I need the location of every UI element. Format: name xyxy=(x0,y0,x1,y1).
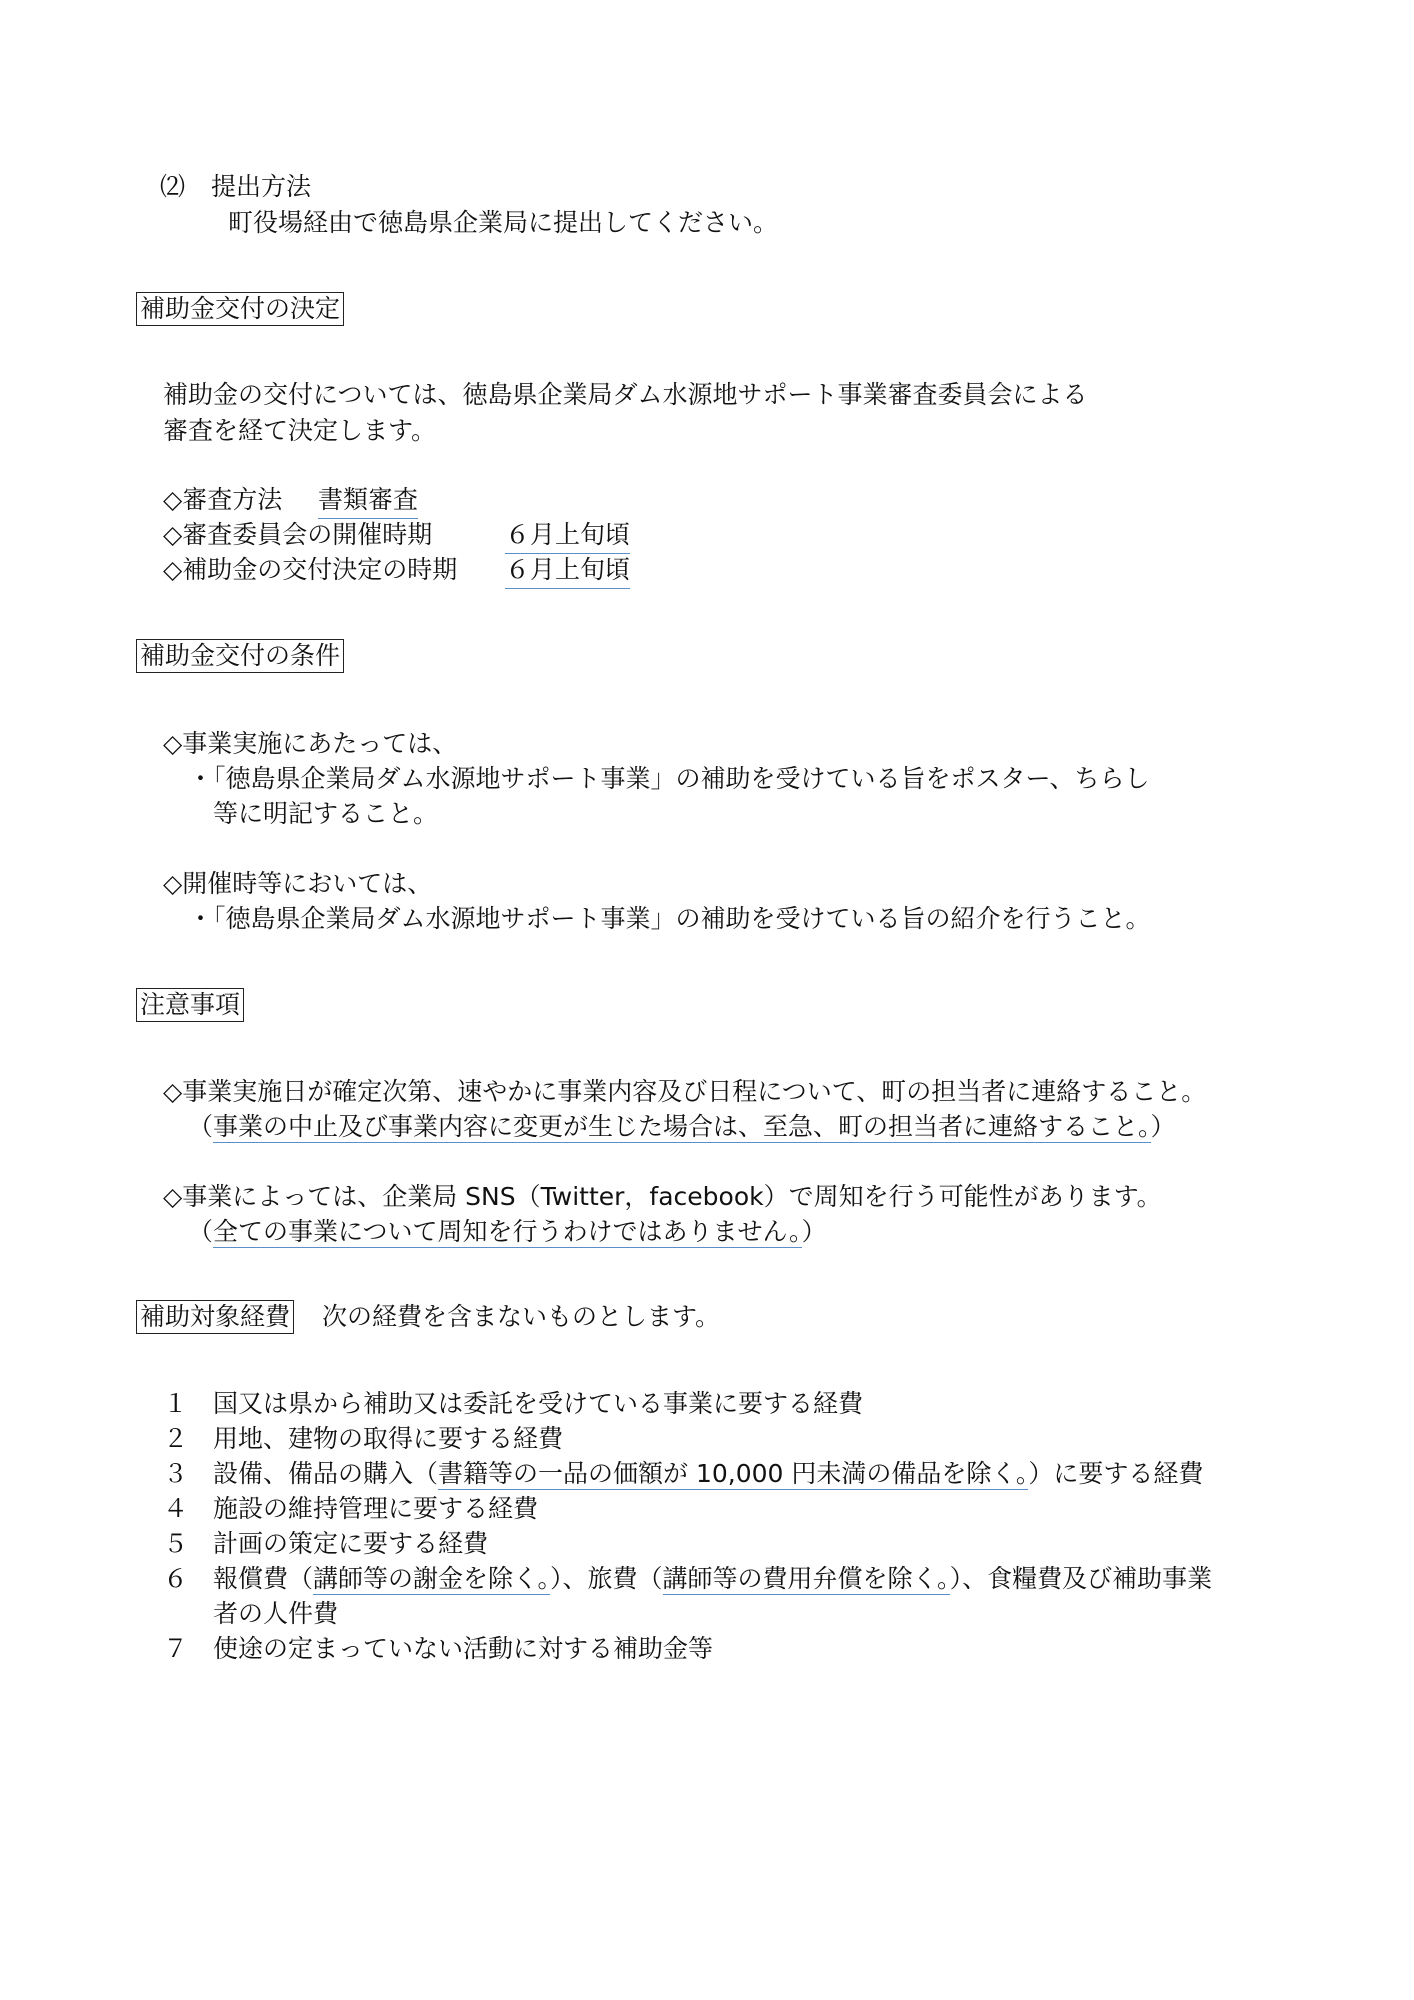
expense-text-pre: 報償費（ xyxy=(213,1564,314,1593)
decision-para-2: 審査を経て決定します。 xyxy=(163,416,437,445)
expense-text-post: ）に要する経費 xyxy=(1028,1459,1204,1488)
paren-open: （ xyxy=(188,1112,214,1141)
condition-2-line-1: ・「徳島県企業局ダム水源地サポート事業」の補助を受けている旨の紹介を行うこと。 xyxy=(188,904,1151,933)
decision-item-label: ◇審査委員会の開催時期 xyxy=(163,520,433,549)
expense-text-underlined: 講師等の謝金を除く。 xyxy=(313,1564,551,1593)
expense-item-number: ７ xyxy=(163,1634,189,1663)
expense-item-text: 用地、建物の取得に要する経費 xyxy=(213,1424,564,1453)
decision-para-1: 補助金の交付については、徳島県企業局ダム水源地サポート事業審査委員会による xyxy=(163,380,1088,409)
note-1-sub xyxy=(188,1110,1176,1144)
expense-item-text: 使途の定まっていない活動に対する補助金等 xyxy=(213,1634,714,1663)
condition-2-title: ◇開催時等においては、 xyxy=(163,869,433,898)
note-2-sub xyxy=(188,1215,827,1249)
expenses-intro: 次の経費を含まないものとします。 xyxy=(321,1302,720,1331)
expense-item-text: 国又は県から補助又は委託を受けている事業に要する経費 xyxy=(213,1389,864,1418)
decision-item-method xyxy=(163,483,419,517)
decision-item-value: ６月上旬頃 xyxy=(505,553,630,589)
expense-item-continuation: 者の人件費 xyxy=(213,1599,339,1628)
expenses-heading-line xyxy=(136,1300,720,1334)
expense-text-pre: 設備、備品の購入（ xyxy=(213,1459,439,1488)
expense-item-number: ５ xyxy=(163,1529,189,1558)
expense-text-mid: ）、旅費（ xyxy=(550,1564,663,1593)
note-2: ◇事業によっては、企業局 SNS（Twitter，facebook）で周知を行う可能性があります。 xyxy=(163,1182,1162,1211)
note-2-sub-text: 全ての事業について周知を行うわけではありません。 xyxy=(213,1217,802,1246)
expense-item xyxy=(163,1492,539,1526)
paren-close: ） xyxy=(1150,1112,1176,1141)
expenses-heading: 補助対象経費 xyxy=(136,1300,294,1334)
expense-item-number: ２ xyxy=(163,1424,189,1453)
expense-item-number: １ xyxy=(163,1389,189,1418)
decision-item-value: 書類審査 xyxy=(318,483,418,519)
expense-item xyxy=(163,1527,489,1561)
expense-item-number: ６ xyxy=(163,1564,189,1593)
expense-item xyxy=(163,1387,864,1421)
expense-item xyxy=(163,1457,1204,1491)
expense-item xyxy=(163,1632,714,1666)
expense-item-text: 施設の維持管理に要する経費 xyxy=(213,1494,539,1523)
decision-heading: 補助金交付の決定 xyxy=(136,292,344,326)
note-1: ◇事業実施日が確定次第、速やかに事業内容及び日程について、町の担当者に連絡すること。 xyxy=(163,1077,1207,1106)
conditions-heading: 補助金交付の条件 xyxy=(136,639,344,673)
expense-text-post: ）、食糧費及び補助事業 xyxy=(949,1564,1213,1593)
decision-item-value: ６月上旬頃 xyxy=(505,518,630,554)
condition-1-line-2: 等に明記すること。 xyxy=(213,799,439,828)
expense-text-underlined: 書籍等の一品の価額が 10,000 円未満の備品を除く。 xyxy=(438,1459,1029,1488)
decision-item-label: ◇補助金の交付決定の時期 xyxy=(163,555,458,584)
submission-number: ⑵ xyxy=(160,172,186,201)
expense-item-text: 計画の策定に要する経費 xyxy=(213,1529,489,1558)
expense-item-text xyxy=(213,1457,1203,1491)
condition-1-title: ◇事業実施にあたっては、 xyxy=(163,729,458,758)
expense-item xyxy=(163,1422,564,1456)
submission-heading-line xyxy=(160,170,311,204)
paren-close: ） xyxy=(801,1217,827,1246)
decision-item-label: ◇審査方法 xyxy=(163,485,283,514)
condition-1-line-1: ・「徳島県企業局ダム水源地サポート事業」の補助を受けている旨をポスター、ちらし xyxy=(188,764,1150,793)
expense-item-number: ３ xyxy=(163,1459,189,1488)
paren-open: （ xyxy=(188,1217,214,1246)
expense-item-number: ４ xyxy=(163,1494,189,1523)
notes-heading: 注意事項 xyxy=(136,988,244,1022)
expense-item xyxy=(163,1562,1213,1596)
decision-item-meeting xyxy=(163,518,631,552)
submission-heading: 提出方法 xyxy=(210,172,311,201)
decision-item-grant-timing xyxy=(163,553,631,587)
submission-body: 町役場経由で徳島県企業局に提出してください。 xyxy=(228,208,779,237)
notes-heading-wrap xyxy=(136,988,244,1022)
decision-heading-wrap xyxy=(136,292,344,326)
note-1-sub-text: 事業の中止及び事業内容に変更が生じた場合は、至急、町の担当者に連絡すること。 xyxy=(213,1112,1151,1141)
expense-text-underlined-2: 講師等の費用弁償を除く。 xyxy=(662,1564,950,1593)
conditions-heading-wrap xyxy=(136,639,344,673)
expense-item-text xyxy=(213,1562,1212,1596)
